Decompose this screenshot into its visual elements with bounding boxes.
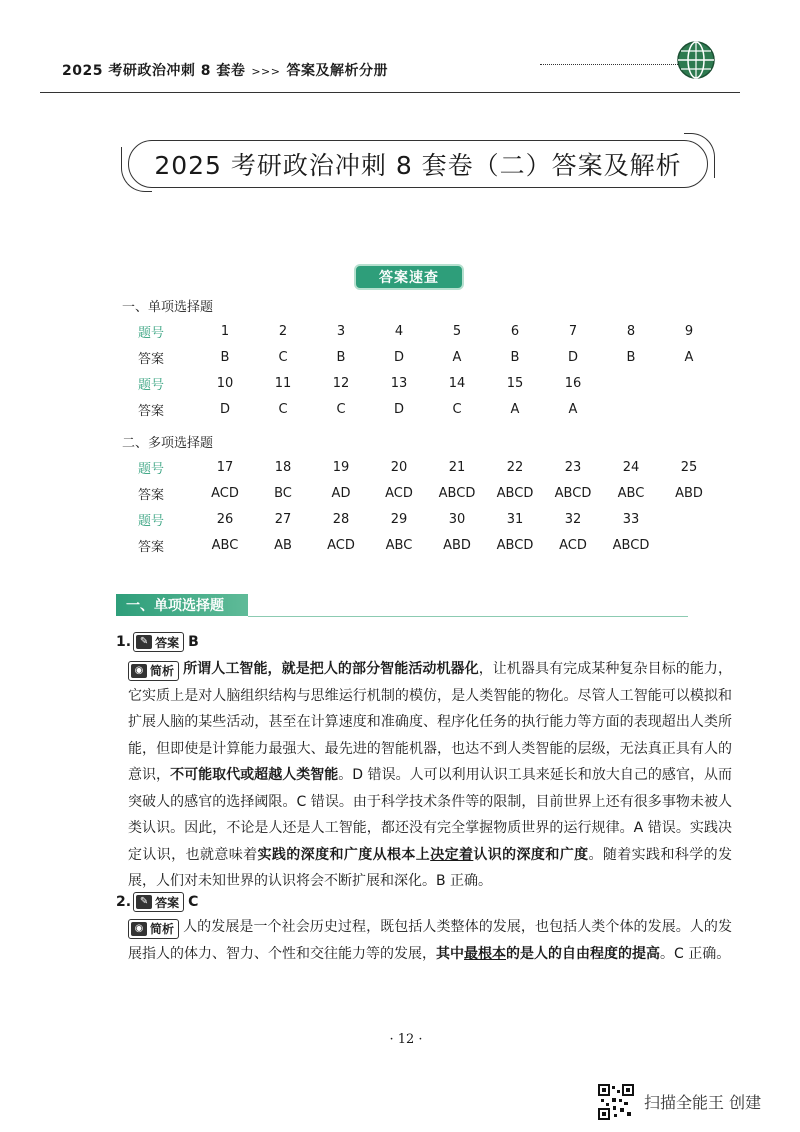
single-question-row xyxy=(122,370,718,396)
running-header xyxy=(62,60,388,80)
answer-cell: ABC xyxy=(211,537,239,553)
emphasis-text: 其中 xyxy=(436,945,464,962)
answer-cell: A xyxy=(452,349,462,365)
emphasis-text: 的是人的自由程度的提高 xyxy=(506,945,660,962)
question-cell: 18 xyxy=(274,459,292,475)
answer-cell: ACD xyxy=(327,537,355,553)
question-cell: 19 xyxy=(332,459,350,475)
answer-cell: B xyxy=(510,349,520,365)
question-number: 1. xyxy=(116,634,132,650)
question-cell: 20 xyxy=(390,459,408,475)
answer-tag-label: 答案 xyxy=(155,635,180,650)
emphasis-text: 最根本 xyxy=(464,945,506,962)
body-text: 人的发展是一个社会历史过程，既包括人类整体的发展，也包括人类个体的发展。人的发展指人的体力、智力、个性和交往能力等的发展， xyxy=(128,919,732,962)
question-row-label: 题号 xyxy=(138,461,165,477)
answer-cell: AD xyxy=(331,485,351,501)
question-cell: 9 xyxy=(684,323,694,339)
answer-cell: ACD xyxy=(385,485,413,501)
page-number: · 12 · xyxy=(389,1032,423,1047)
question-number: 2. xyxy=(116,894,132,910)
header-dotted-line xyxy=(540,64,678,65)
answer-cell: ABCD xyxy=(612,537,650,553)
question-cell: 31 xyxy=(506,511,524,527)
question-cell: 3 xyxy=(336,323,346,339)
multi-choice-label: 二、多项选择题 xyxy=(122,436,214,451)
question-cell: 23 xyxy=(564,459,582,475)
watermark: 扫描全能王 创建 xyxy=(644,1093,762,1112)
answer-cell: ABCD xyxy=(496,537,534,553)
answer-cell: C xyxy=(452,401,462,417)
emphasis-text: 不可能取代或超越人类智能 xyxy=(170,767,339,783)
question-cell: 16 xyxy=(564,375,582,391)
header-separator: >>> xyxy=(251,65,281,78)
answer-cell: ABD xyxy=(675,485,703,501)
question-cell: 11 xyxy=(274,375,292,391)
answer-cell: D xyxy=(393,401,404,417)
answer-cell: B xyxy=(336,349,346,365)
globe-logo-icon xyxy=(676,40,716,80)
answer-cell: A xyxy=(684,349,694,365)
answer-cell: ABC xyxy=(617,485,645,501)
question-cell: 13 xyxy=(390,375,408,391)
eye-icon: ◉ xyxy=(131,664,147,678)
question-cell: 1 xyxy=(220,323,230,339)
analysis-tag-label: 简析 xyxy=(150,663,175,678)
title-banner xyxy=(128,140,708,188)
answer-cell: ABCD xyxy=(496,485,534,501)
body-text: 。随着实践和科学的发展，人们对未知世界的认识将会不断扩展和深化。B 正确。 xyxy=(128,846,733,889)
answer-row-label: 答案 xyxy=(138,351,165,367)
question-2-analysis xyxy=(128,914,732,967)
body-text: ，让机器具有完成某种复杂目标的能力，它实质上是对人脑组织结构与思维运行机制的模仿，是人类智能的物化。尽管人工智能可以模拟和扩展人脑的某些活动，甚至在计算速度和准确度、程序化任务的执行能力等方面的表现超出人类所能，但即使是计算能力最强大、最先进的智能机器，也达不到人类智能的层级，无法真正具有人的意识， xyxy=(128,661,733,783)
question-cell: 17 xyxy=(216,459,234,475)
multi-question-row xyxy=(122,506,718,532)
answer-cell: D xyxy=(393,349,404,365)
question-cell: 29 xyxy=(390,511,408,527)
answer-cell: C xyxy=(278,349,288,365)
answer-cell: D xyxy=(567,349,578,365)
question-cell: 12 xyxy=(332,375,350,391)
answer-cell: ACD xyxy=(211,485,239,501)
quick-check-badge: 答案速查 xyxy=(354,264,464,290)
question-row-label: 题号 xyxy=(138,513,165,529)
question-cell: 4 xyxy=(394,323,404,339)
answer-cell: ABD xyxy=(443,537,471,553)
answer-row-label: 答案 xyxy=(138,487,165,503)
question-cell: 14 xyxy=(448,375,466,391)
answer-value: B xyxy=(188,634,199,650)
emphasis-text: 认识的深度和广度 xyxy=(473,846,589,863)
answer-tag xyxy=(133,632,184,652)
answer-row-label: 答案 xyxy=(138,539,165,555)
answer-row-label: 答案 xyxy=(138,403,165,419)
multi-choice-table xyxy=(122,454,718,558)
single-question-row xyxy=(122,318,718,344)
question-cell: 10 xyxy=(216,375,234,391)
question-cell: 33 xyxy=(622,511,640,527)
answer-cell: ACD xyxy=(559,537,587,553)
section-heading-rule xyxy=(248,616,688,617)
answer-cell: ABC xyxy=(385,537,413,553)
pencil-icon: ✎ xyxy=(136,895,152,909)
answer-value: C xyxy=(188,894,199,910)
single-choice-label: 一、单项选择题 xyxy=(122,300,214,315)
answer-cell: A xyxy=(510,401,520,417)
question-row-label: 题号 xyxy=(138,377,165,393)
question-1-analysis xyxy=(128,656,732,895)
question-cell: 27 xyxy=(274,511,292,527)
answer-cell: ABCD xyxy=(438,485,476,501)
answer-tag-label: 答案 xyxy=(155,895,180,910)
single-choice-table xyxy=(122,318,718,422)
eye-icon: ◉ xyxy=(131,922,147,936)
single-answer-row xyxy=(122,396,718,422)
answer-cell: ABCD xyxy=(554,485,592,501)
section-heading: 一、单项选择题 xyxy=(116,594,248,616)
answer-cell: BC xyxy=(274,485,292,501)
question-cell: 6 xyxy=(510,323,520,339)
question-cell: 25 xyxy=(680,459,698,475)
answer-cell: D xyxy=(219,401,230,417)
single-answer-row xyxy=(122,344,718,370)
answer-cell: B xyxy=(626,349,636,365)
analysis-tag xyxy=(128,661,179,681)
header-section: 答案及解析分册 xyxy=(286,63,388,79)
answer-cell: A xyxy=(568,401,578,417)
question-cell: 28 xyxy=(332,511,350,527)
multi-answer-row xyxy=(122,480,718,506)
question-cell: 24 xyxy=(622,459,640,475)
question-cell: 32 xyxy=(564,511,582,527)
analysis-text xyxy=(128,919,732,962)
question-cell: 8 xyxy=(626,323,636,339)
body-text: 。D 错误。人可以利用认识工具来延长和放大自己的感官，从而突破人的感官的选择阈限。C 错误。由于科学技术条件等的限制，目前世界上还有很多事物未被人类认识。因此，不论是人还是人工智能，都还没有完全掌握物质世界的运行规律。A 错误。实践决定认识，也就意味着 xyxy=(128,767,733,863)
question-cell: 26 xyxy=(216,511,234,527)
answer-cell: AB xyxy=(274,537,292,553)
header-rule xyxy=(40,92,740,93)
body-text: 。C 正确。 xyxy=(660,945,731,962)
answer-tag xyxy=(133,892,184,912)
qr-code-icon xyxy=(598,1084,634,1120)
analysis-text xyxy=(128,661,732,889)
question-cell: 15 xyxy=(506,375,524,391)
question-cell: 2 xyxy=(278,323,288,339)
emphasis-text: 决定着 xyxy=(430,846,474,863)
answer-cell: C xyxy=(336,401,346,417)
answer-cell: B xyxy=(220,349,230,365)
question-row-label: 题号 xyxy=(138,325,165,341)
answer-cell: C xyxy=(278,401,288,417)
analysis-tag-label: 简析 xyxy=(150,921,175,936)
analysis-tag xyxy=(128,919,179,939)
question-cell: 30 xyxy=(448,511,466,527)
question-2-answer xyxy=(116,892,198,912)
question-cell: 21 xyxy=(448,459,466,475)
emphasis-text: 所谓人工智能，就是把人的部分智能活动机器化 xyxy=(183,661,479,677)
pencil-icon: ✎ xyxy=(136,635,152,649)
multi-answer-row xyxy=(122,532,718,558)
emphasis-text: 实践的深度和广度从根本上 xyxy=(257,846,431,863)
multi-question-row xyxy=(122,454,718,480)
header-book-title: 2025 考研政治冲刺 8 套卷 xyxy=(62,63,246,79)
question-cell: 22 xyxy=(506,459,524,475)
question-cell: 7 xyxy=(568,323,578,339)
page-title: 2025 考研政治冲刺 8 套卷（二）答案及解析 xyxy=(154,151,682,180)
question-1-answer xyxy=(116,632,199,652)
question-cell: 5 xyxy=(452,323,462,339)
